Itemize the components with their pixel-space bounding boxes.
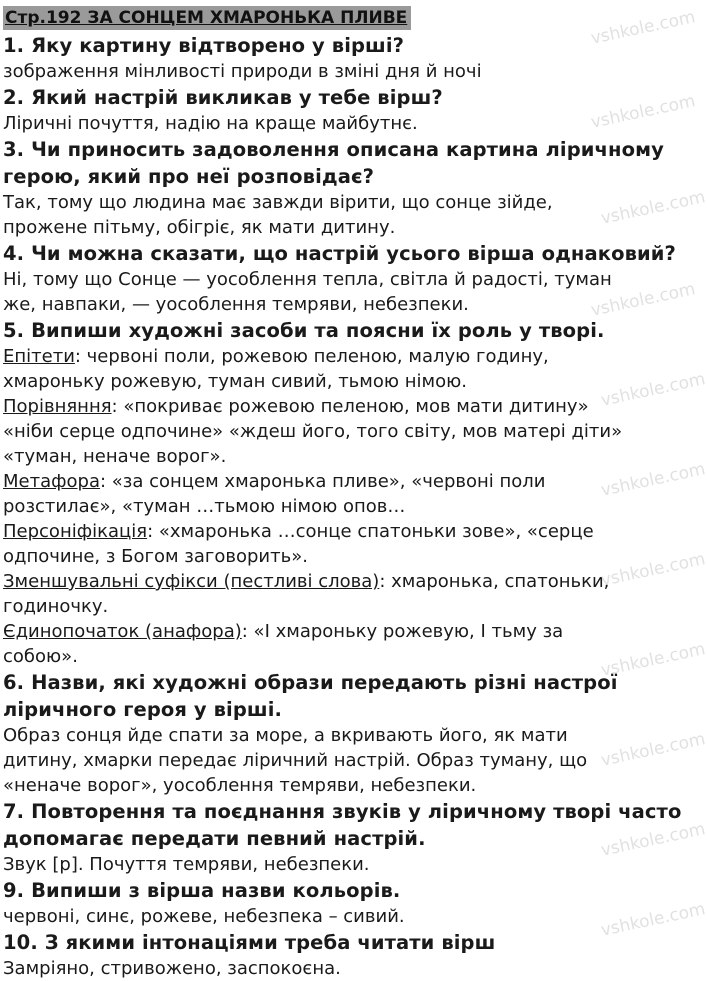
question-line: 9. Випиши з вірша назви кольорів. xyxy=(3,879,401,902)
watermark: vshkole.com xyxy=(599,369,707,411)
answer-line: дитину, хмарки передає ліричний настрій. Образ туману, що xyxy=(3,750,588,771)
watermark: vshkole.com xyxy=(599,549,707,591)
term-label: Епітети xyxy=(3,346,75,367)
term-text: : хмаронька, спатоньки, xyxy=(379,571,610,592)
answer-line: прожене пітьму, обігріє, як мати дитину. xyxy=(3,217,396,238)
answer-line xyxy=(3,619,691,644)
watermark: vshkole.com xyxy=(589,7,698,49)
answer-line: одпочине, з Богом заговорить». xyxy=(3,546,308,567)
question-line: 7. Повторення та поєднання звуків у ліричному творі часто xyxy=(3,800,682,823)
term-label: Зменшувальні суфікси (пестливі слова) xyxy=(3,571,380,592)
answer-line xyxy=(3,469,691,494)
document-page xyxy=(3,6,691,981)
term-label: Єдинопочаток (анафора) xyxy=(3,621,242,642)
watermark: vshkole.com xyxy=(589,91,698,133)
answer-line: Образ сонця йде спати за море, а вкривають його, як мати xyxy=(3,725,568,746)
answer-line: «ніби серце одпочине» «ждеш його, того світу, мов матері діти» xyxy=(3,421,623,442)
answer-line: розстилає», «туман …тьмою німою опов… xyxy=(3,496,406,517)
document-content xyxy=(3,32,691,981)
question-line: герою, який про неї розповідає? xyxy=(3,165,375,188)
answer-line xyxy=(3,519,691,544)
term-label: Порівняння xyxy=(3,396,112,417)
page-title: Стр.192 ЗА СОНЦЕМ ХМАРОНЬКА ПЛИВЕ xyxy=(3,6,411,30)
answer-line: Ні, тому що Сонце — уособлення тепла, світла й радості, туман xyxy=(3,269,612,290)
answer-line: собою». xyxy=(3,646,78,667)
watermark: vshkole.com xyxy=(599,187,707,229)
question-line: ліричного героя у вірші. xyxy=(3,698,282,721)
watermark: vshkole.com xyxy=(599,819,707,861)
term-text: : «хмаронька …сонце спатоньки зове», «серце xyxy=(147,521,594,542)
term-text: : «за сонцем хмаронька пливе», «червоні поли xyxy=(99,471,546,492)
answer-line: годиночку. xyxy=(3,596,109,617)
term-text: : червоні поли, рожевою пеленою, малую годину, xyxy=(74,346,549,367)
answer-line: зображення мінливості природи в зміні дня й ночі xyxy=(3,61,482,82)
answer-line: червоні, синє, рожеве, небезпека – сивий. xyxy=(3,906,405,927)
answer-line: «неначе ворог», уособлення темряви, небезпеки. xyxy=(3,775,477,796)
question-line: 1. Яку картину відтворено у вірші? xyxy=(3,34,405,57)
answer-line: хмароньку рожевую, туман сивий, тьмою німою. xyxy=(3,371,467,392)
answer-line: «туман, неначе ворог». xyxy=(3,446,227,467)
watermark: vshkole.com xyxy=(599,729,707,771)
watermark: vshkole.com xyxy=(599,459,707,501)
question-line: 4. Чи можна сказати, що настрій усього вірша однаковий? xyxy=(3,242,676,265)
watermark: vshkole.com xyxy=(599,639,707,681)
answer-line: Ліричні почуття, надію на краще майбутнє. xyxy=(3,113,418,134)
watermark: vshkole.com xyxy=(589,279,698,321)
answer-line xyxy=(3,394,691,419)
question-line: допомагає передати певний настрій. xyxy=(3,827,426,850)
answer-line: Звук [р]. Почуття темряви, небезпеки. xyxy=(3,854,370,875)
term-text: : «І хмароньку рожевую, І тьму за xyxy=(241,621,564,642)
question-line: 2. Який настрій викликав у тебе вірш? xyxy=(3,86,443,109)
answer-line: же, навпаки, — уособлення темряви, небезпеки. xyxy=(3,294,469,315)
question-line: 10. З якими інтонаціями треба читати вірш xyxy=(3,931,496,954)
term-text: : «покриває рожевою пеленою, мов мати дитину» xyxy=(111,396,589,417)
answer-line xyxy=(3,569,691,594)
question-line: 3. Чи приносить задоволення описана картина ліричному xyxy=(3,138,664,161)
term-label: Персоніфікація xyxy=(3,521,148,542)
answer-line: Замріяно, стривожено, заспокоєна. xyxy=(3,958,341,979)
watermark: vshkole.com xyxy=(599,899,707,941)
term-label: Метафора xyxy=(3,471,100,492)
answer-line: Так, тому що людина має завжди вірити, що сонце зійде, xyxy=(3,192,553,213)
answer-line xyxy=(3,344,691,369)
question-line: 5. Випиши художні засоби та поясни їх роль у творі. xyxy=(3,319,605,342)
question-line: 6. Назви, які художні образи передають різні настрої xyxy=(3,671,618,694)
